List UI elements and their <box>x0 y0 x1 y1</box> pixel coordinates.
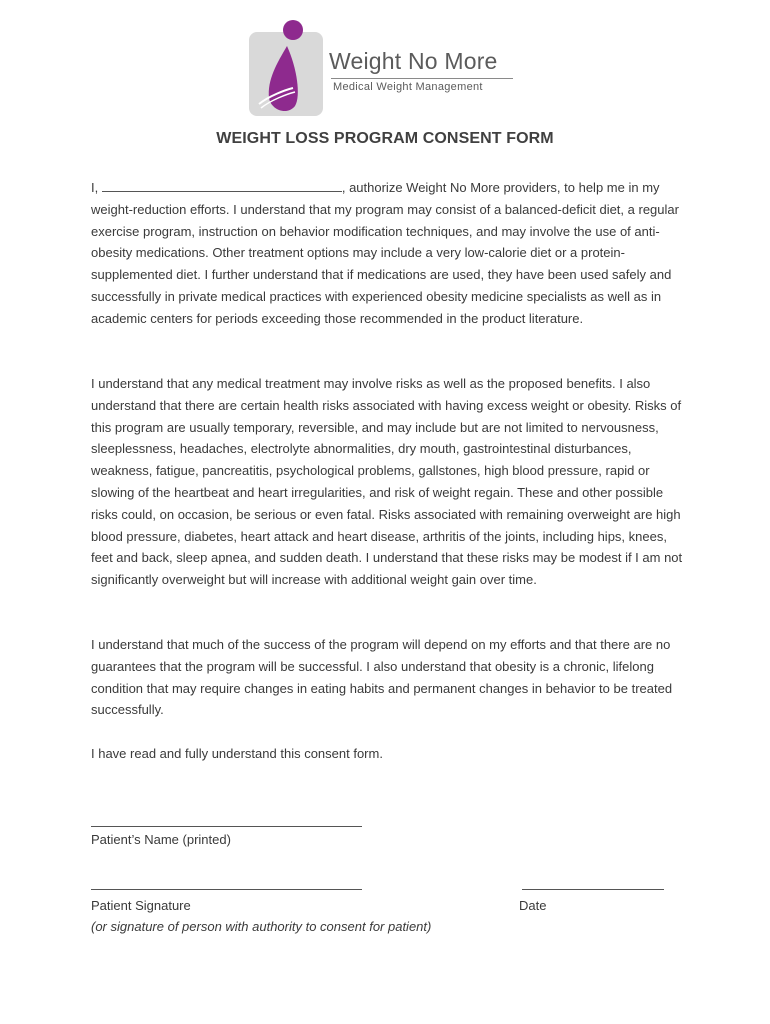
authority-note: (or signature of person with authority to consent for patient) <box>91 919 432 934</box>
authorization-prefix: I, <box>91 180 102 195</box>
brand-tagline: Medical Weight Management <box>333 81 483 93</box>
form-title: WEIGHT LOSS PROGRAM CONSENT FORM <box>216 130 554 147</box>
acknowledgement-paragraph: I have read and fully understand this consent form. <box>91 746 383 761</box>
weight-no-more-logo-icon <box>247 18 327 118</box>
patient-signature-line[interactable] <box>91 889 362 890</box>
patient-name-label: Patient’s Name (printed) <box>91 832 231 847</box>
patient-signature-label: Patient Signature <box>91 898 191 913</box>
patient-name-line[interactable] <box>91 826 362 827</box>
date-label: Date <box>519 898 547 913</box>
risks-paragraph: I understand that any medical treatment may involve risks as well as the proposed benefits. I also understand that there are certain health risks associated with having excess weight or obesity. Risks of this program are usually temporary, reversible, and may include but are not limited to nervousness, sleeplessness, headaches, electrolyte abnormalities, dry mouth, gastrointestinal disturbances, weakness, fatigue, pancreatitis, psychological problems, gallstones, high blood pressure, rapid or slowing of the heartbeat and heart irregularities, and risk of weight regain. These and other possible risks could, on occasion, be serious or even fatal. Risks associated with remaining overweight are high blood pressure, diabetes, heart attack and heart disease, arthritis of the joints, including hips, knees, feet and back, sleep apnea, and sudden death. I understand that these risks may be modest if I am not significantly overweight but will increase with additional weight gain over time. <box>91 376 683 588</box>
brand-name: Weight No More <box>329 48 498 74</box>
brand-logo <box>247 18 527 118</box>
success-paragraph: I understand that much of the success of the program will depend on my efforts and that there are no guarantees that the program will be successful. I also understand that obesity is a chronic, lifelong condition that may require changes in eating habits and permanent changes in behavior to be treated successfully. <box>91 637 673 718</box>
name-fill-in-field[interactable] <box>102 178 342 192</box>
brand-divider <box>331 78 513 79</box>
authorization-text: , authorize Weight No More providers, to help me in my weight-reduction efforts. I understand that my program may consist of a balanced-deficit diet, a regular exercise program, instruction on behavior modification techniques, and may involve the use of anti-obesity medications. Other treatment options may include a very low-calorie diet or a protein-supplemented diet. I further understand that if medications are used, they have been used safely and successfully in private medical practices with experienced obesity medicine specialists as well as in academic centers for periods exceeding those recommended in the product literature. <box>91 180 679 326</box>
authorization-paragraph <box>91 177 683 330</box>
date-line[interactable] <box>522 889 664 890</box>
